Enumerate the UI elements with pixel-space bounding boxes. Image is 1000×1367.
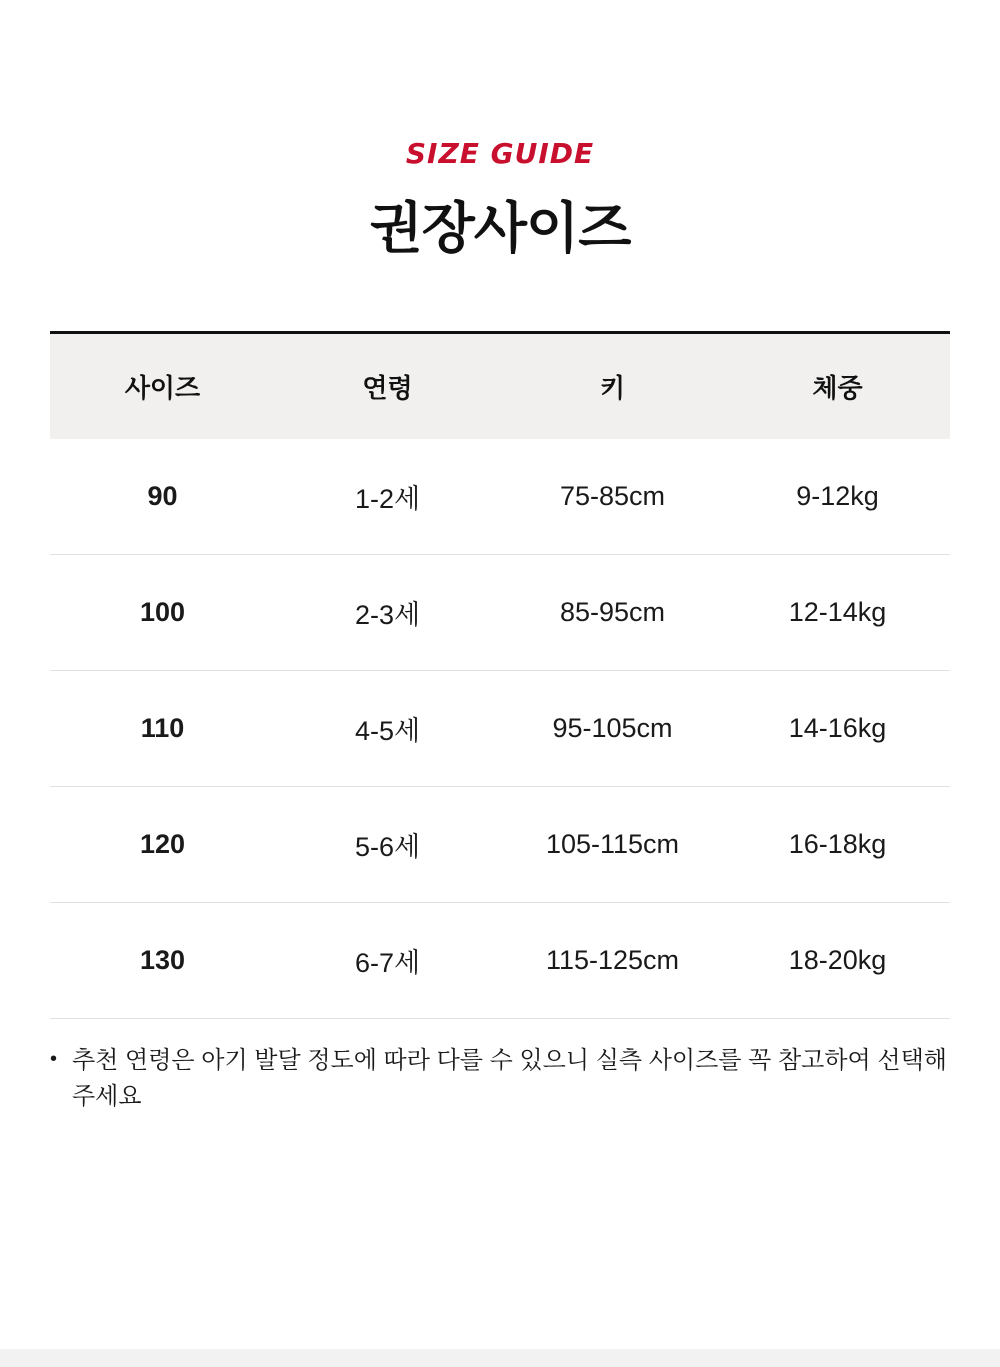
cell-height: 75-85cm: [500, 439, 725, 555]
table-row: [50, 439, 950, 555]
note-list-item: [50, 1043, 950, 1115]
column-header-age: 연령: [275, 332, 500, 439]
cell-age: 2-3세: [275, 554, 500, 670]
size-table-container: [50, 331, 950, 1019]
cell-size: 130: [50, 902, 275, 1018]
table-row: [50, 670, 950, 786]
cell-weight: 14-16kg: [725, 670, 950, 786]
page-header: [0, 0, 1000, 259]
table-header-row: [50, 332, 950, 439]
table-row: [50, 786, 950, 902]
cell-height: 115-125cm: [500, 902, 725, 1018]
notes-section: [50, 1043, 950, 1115]
cell-size: 110: [50, 670, 275, 786]
cell-size: 120: [50, 786, 275, 902]
cell-weight: 9-12kg: [725, 439, 950, 555]
cell-age: 1-2세: [275, 439, 500, 555]
footer-divider: [0, 1349, 1000, 1367]
cell-height: 85-95cm: [500, 554, 725, 670]
size-table: [50, 331, 950, 1019]
eyebrow-label: SIZE GUIDE: [405, 137, 595, 170]
note-text: 추천 연령은 아기 발달 정도에 따라 다를 수 있으니 실측 사이즈를 꼭 참고하여 선택해 주세요: [72, 1046, 947, 1110]
cell-weight: 12-14kg: [725, 554, 950, 670]
cell-height: 105-115cm: [500, 786, 725, 902]
cell-age: 4-5세: [275, 670, 500, 786]
cell-height: 95-105cm: [500, 670, 725, 786]
size-table-head: [50, 332, 950, 439]
page-title: 권장사이즈: [369, 197, 631, 259]
cell-age: 6-7세: [275, 902, 500, 1018]
table-row: [50, 902, 950, 1018]
cell-weight: 16-18kg: [725, 786, 950, 902]
cell-age: 5-6세: [275, 786, 500, 902]
column-header-height: 키: [500, 332, 725, 439]
cell-weight: 18-20kg: [725, 902, 950, 1018]
cell-size: 90: [50, 439, 275, 555]
cell-size: 100: [50, 554, 275, 670]
bullet-icon: •: [50, 1047, 58, 1070]
column-header-size: 사이즈: [50, 332, 275, 439]
size-table-body: [50, 439, 950, 1019]
table-row: [50, 554, 950, 670]
column-header-weight: 체중: [725, 332, 950, 439]
